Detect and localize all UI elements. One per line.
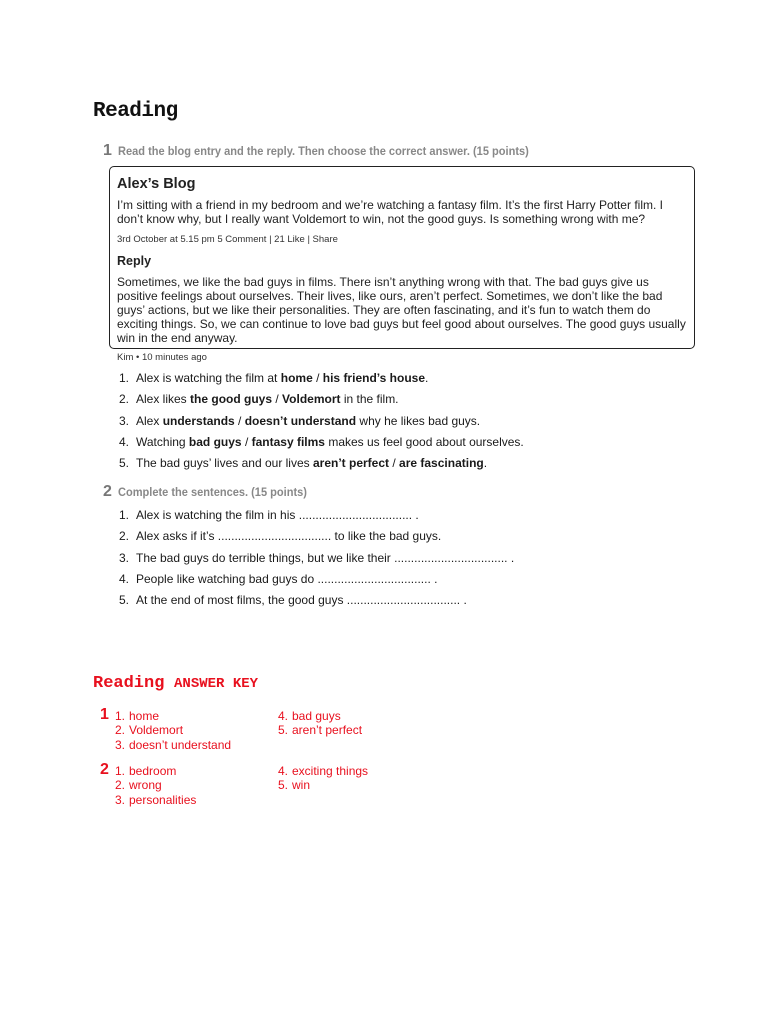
- answer-key-2-left: [115, 764, 196, 807]
- list-item: 5. The bad guys’ lives and our lives aren’t perfect / are fascinating .: [119, 456, 524, 477]
- answer-key-2-number: 2: [100, 761, 109, 778]
- exercise-1-number: 1: [103, 142, 112, 159]
- list-item: 1. bedroom: [115, 764, 177, 778]
- sentence-text: Alex asks if it’s .................................. to like the bad guys.: [136, 529, 442, 544]
- answer-option[interactable]: aren’t perfect: [312, 456, 390, 471]
- blog-title: Alex’s Blog: [117, 176, 196, 192]
- list-item: 1. Alex is watching the film at home / his friend’s house .: [119, 371, 524, 392]
- answer-option[interactable]: Voldemort: [282, 392, 341, 407]
- list-item: 3. The bad guys do terrible things, but we like their .................................. .: [119, 551, 514, 572]
- list-item: 3. Alex understands / doesn’t understand why he likes bad guys.: [119, 414, 524, 435]
- blog-text: I’m sitting with a friend in my bedroom and we’re watching a fantasy film. It’s the first Harry Potter film. I don’t know why, but I really want Voldemort to win, not the good guys. Is something wrong with me?: [117, 198, 663, 226]
- list-item: 2. wrong: [115, 778, 162, 793]
- reply-meta: Kim • 10 minutes ago: [117, 352, 207, 363]
- blog-meta: 3rd October at 5.15 pm 5 Comment | 21 Like | Share: [117, 234, 338, 245]
- exercise-2-questions: [119, 508, 514, 614]
- sentence-text: At the end of most films, the good guys .................................. .: [136, 593, 467, 608]
- list-item: 4. Watching bad guys / fantasy films makes us feel good about ourselves.: [119, 435, 524, 456]
- list-item: 1. home: [115, 709, 160, 723]
- reply-text: Sometimes, we like the bad guys in films. There isn’t anything wrong with that. The bad guys give us positive feelings about ourselves. Their lives, like ours, aren’t perfect. Sometimes, we don’t like the bad guys’ actions, but we like their personalities. They are often fascinating, and it’s fun to watch them do exciting things. So, we can continue to love bad guys but feel good about ourselves. The good guys usually win in the end anyway.: [117, 275, 686, 345]
- reply-title: Reply: [117, 254, 152, 268]
- list-item: 5. aren’t perfect: [278, 723, 363, 738]
- answer-key-1-number: 1: [100, 706, 109, 723]
- answer-key-1-right: [278, 709, 362, 738]
- exercise-1-header: [103, 142, 565, 160]
- list-item: 2. Voldemort: [115, 723, 184, 738]
- list-item: 2. Alex likes the good guys / Voldemort in the film.: [119, 392, 524, 413]
- list-item: 5. At the end of most films, the good guys .................................. .: [119, 593, 514, 614]
- answer-option[interactable]: his friend’s house: [322, 371, 426, 385]
- list-item: 4. exciting things: [278, 764, 369, 778]
- page-title: Reading: [93, 100, 178, 123]
- sentence-text: The bad guys do terrible things, but we like their .................................. .: [136, 550, 515, 565]
- answer-option[interactable]: the good guys: [190, 392, 273, 407]
- sentence-text: Alex is watching the film in his .................................. .: [136, 508, 419, 522]
- list-item: 3. doesn’t understand: [115, 737, 232, 752]
- answer-option[interactable]: fantasy films: [251, 434, 325, 449]
- list-item: 4. bad guys: [278, 709, 341, 723]
- list-item: 4. People like watching bad guys do .................................. .: [119, 572, 514, 593]
- sentence-text: People like watching bad guys do .................................. .: [136, 571, 438, 586]
- answer-option[interactable]: are fascinating: [399, 456, 484, 471]
- answer-key-2-right: [278, 764, 368, 793]
- answer-option[interactable]: home: [280, 371, 313, 385]
- exercise-1-questions: [119, 371, 524, 477]
- list-item: 5. win: [278, 778, 311, 793]
- list-item: 2. Alex asks if it’s .................................. to like the bad guys.: [119, 529, 514, 550]
- exercise-2-number: 2: [103, 483, 112, 500]
- answer-key-title: Reading ANSWER KEY: [93, 674, 259, 693]
- blog-box: [109, 166, 695, 363]
- answer-key-1-left: [115, 709, 231, 752]
- exercise-2-instruction: Complete the sentences. (15 points): [118, 485, 307, 499]
- answer-option[interactable]: doesn’t understand: [244, 413, 357, 428]
- exercise-2-header: [103, 483, 323, 501]
- list-item: 3. personalities: [115, 792, 197, 807]
- answer-option[interactable]: understands: [162, 413, 235, 428]
- answer-option[interactable]: bad guys: [188, 434, 242, 449]
- list-item: 1. Alex is watching the film in his .................................. .: [119, 508, 514, 529]
- exercise-1-instruction: Read the blog entry and the reply. Then choose the correct answer. (15 points): [118, 144, 529, 158]
